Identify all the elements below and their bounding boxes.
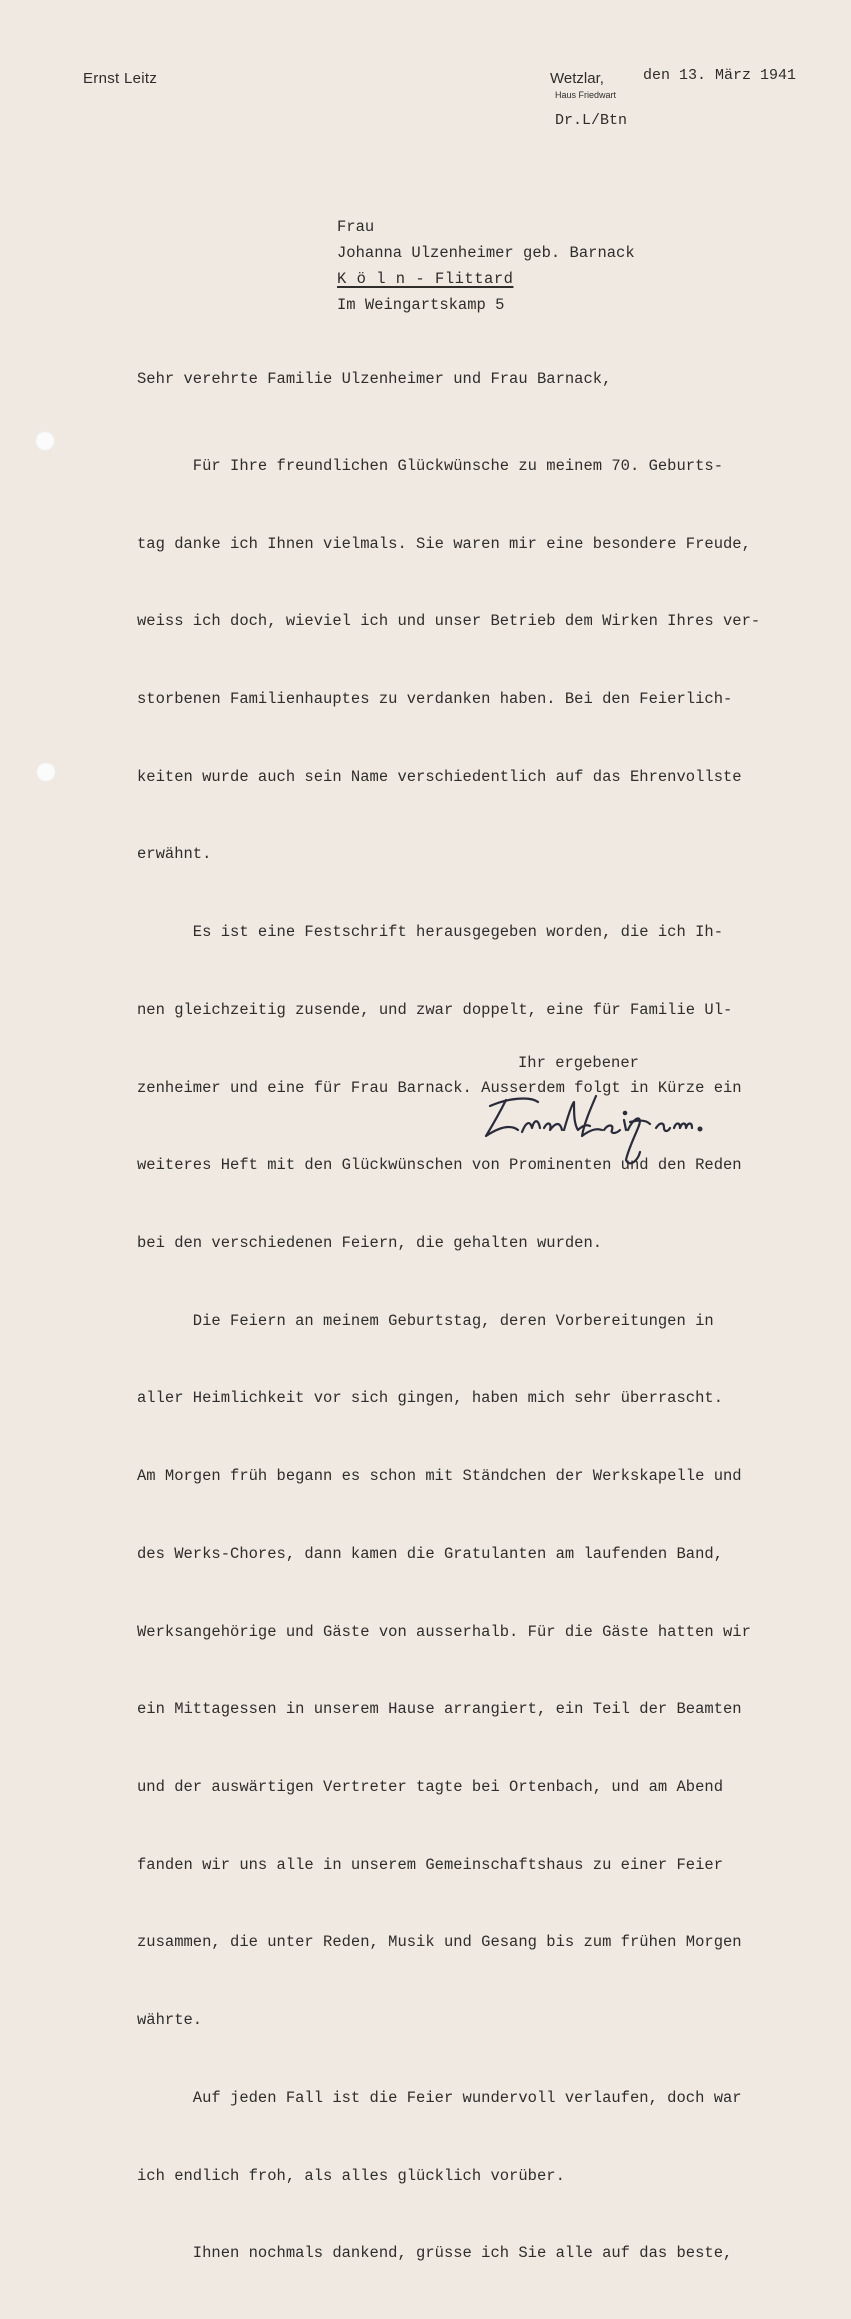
letterhead-place-sub: Haus Friedwart bbox=[555, 90, 617, 100]
letterhead-sender: Ernst Leitz bbox=[83, 70, 158, 87]
body-line: erwähnt. bbox=[137, 845, 212, 864]
body-line: keiten wurde auch sein Name verschiedentlich auf das Ehrenvollste bbox=[137, 767, 742, 786]
recipient-city: K ö l n - Flittard bbox=[337, 270, 514, 288]
body-line: ich endlich froh, als alles glücklich vorüber. bbox=[137, 2166, 565, 2185]
body-line: Für Ihre freundlichen Glückwünsche zu meinem 70. Geburts- bbox=[137, 456, 723, 475]
body-line: Auf jeden Fall ist die Feier wundervoll verlaufen, doch war bbox=[137, 2088, 742, 2107]
body-line: fanden wir uns alle in unserem Gemeinschaftshaus zu einer Feier bbox=[137, 1855, 723, 1874]
letterhead-place: Wetzlar, bbox=[550, 70, 604, 87]
body-line: und der auswärtigen Vertreter tagte bei Ortenbach, und am Abend bbox=[137, 1778, 723, 1797]
body-line: Ihnen nochmals dankend, grüsse ich Sie alle auf das beste, bbox=[137, 2244, 733, 2263]
recipient-line: Frau bbox=[337, 218, 375, 236]
body-line: zenheimer und eine für Frau Barnack. Ausserdem folgt in Kürze ein bbox=[137, 1078, 742, 1097]
recipient-address bbox=[337, 214, 635, 318]
recipient-street: Im Weingartskamp 5 bbox=[337, 296, 505, 314]
body-line: ein Mittagessen in unserem Hause arrangiert, ein Teil der Beamten bbox=[137, 1700, 742, 1719]
closing: Ihr ergebener bbox=[518, 1054, 639, 1072]
body-line: währte. bbox=[137, 2011, 203, 2030]
letter-reference: Dr.L/Btn bbox=[555, 112, 628, 129]
letter-body bbox=[137, 402, 831, 2319]
handwritten-signature bbox=[478, 1080, 758, 1180]
body-line: nen gleichzeitig zusende, und zwar doppelt, eine für Familie Ul- bbox=[137, 1000, 733, 1019]
salutation: Sehr verehrte Familie Ulzenheimer und Frau Barnack, bbox=[137, 370, 612, 388]
body-line: bei den verschiedenen Feiern, die gehalten wurden. bbox=[137, 1234, 603, 1252]
recipient-name: Johanna Ulzenheimer geb. Barnack bbox=[337, 244, 635, 262]
body-line: Die Feiern an meinem Geburtstag, deren Vorbereitungen in bbox=[137, 1311, 714, 1330]
body-line: aller Heimlichkeit vor sich gingen, haben mich sehr überrascht. bbox=[137, 1389, 723, 1408]
body-line: zusammen, die unter Reden, Musik und Gesang bis zum frühen Morgen bbox=[137, 1933, 742, 1952]
body-line: Werksangehörige und Gäste von ausserhalb. Für die Gäste hatten wir bbox=[137, 1622, 751, 1641]
body-line: weiteres Heft mit den Glückwünschen von Prominenten und den Reden bbox=[137, 1156, 742, 1175]
punch-hole bbox=[36, 762, 56, 782]
body-line: tag danke ich Ihnen vielmals. Sie waren mir eine besondere Freude, bbox=[137, 534, 751, 553]
punch-hole bbox=[35, 431, 55, 451]
body-line: storbenen Familienhauptes zu verdanken haben. Bei den Feierlich- bbox=[137, 689, 733, 708]
letter-date: den 13. März 1941 bbox=[643, 67, 797, 84]
body-line: Es ist eine Festschrift herausgegeben worden, die ich Ih- bbox=[137, 923, 723, 942]
body-line: weiss ich doch, wieviel ich und unser Betrieb dem Wirken Ihres ver- bbox=[137, 612, 761, 631]
body-line: Am Morgen früh begann es schon mit Ständchen der Werkskapelle und bbox=[137, 1467, 742, 1486]
body-line: des Werks-Chores, dann kamen die Gratulanten am laufenden Band, bbox=[137, 1544, 723, 1563]
